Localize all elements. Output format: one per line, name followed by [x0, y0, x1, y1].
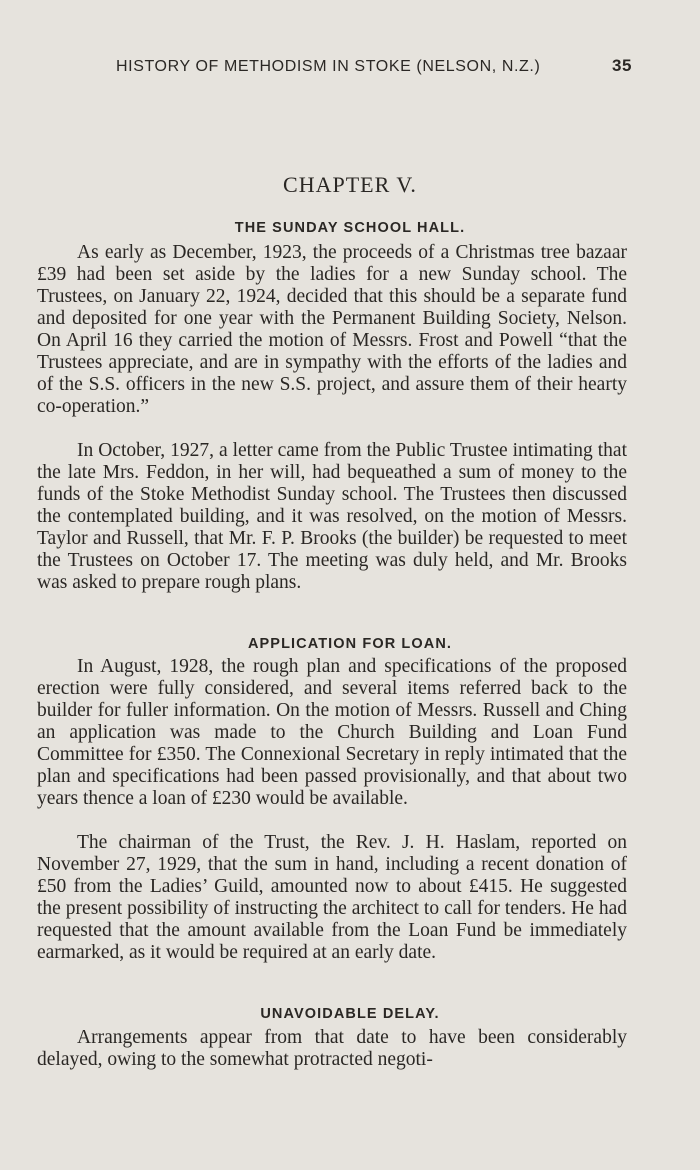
body-paragraph: Arrangements appear from that date to have been considerably delayed, owing to the somewhat protracted negoti-: [37, 1027, 627, 1070]
section-heading: THE SUNDAY SCHOOL HALL.: [234, 220, 466, 236]
body-paragraph: The chairman of the Trust, the Rev. J. H. Haslam, reported on November 27, 1929, that the sum in hand, including a recent donation of £50 from the Ladies’ Guild, amounted now to about £415. He suggested the present possibility of instructing the architect to call for tenders. He had requested that the amount available from the Loan Fund be immediately earmarked, as it would be required at an early date.: [37, 832, 627, 963]
page-number: 35: [612, 56, 633, 75]
section-heading: UNAVOIDABLE DELAY.: [260, 1006, 440, 1022]
section-heading: APPLICATION FOR LOAN.: [247, 636, 453, 652]
body-paragraph: As early as December, 1923, the proceeds of a Christmas tree bazaar £39 had been set aside by the ladies for a new Sunday school. The Trustees, on January 22, 1924, decided that this should be a separate fund and deposited for one year with the Permanent Building Society, Nelson. On April 16 they carried the motion of Messrs. Frost and Powell “that the Trustees appreciate, and are in sympathy with the efforts of the ladies and of the S.S. officers in the new S.S. project, and assure them of their hearty co-operation.”: [37, 242, 627, 417]
running-header: [0, 56, 700, 80]
body-paragraph: In October, 1927, a letter came from the Public Trustee intimating that the late Mrs. Feddon, in her will, had bequeathed a sum of money to the funds of the Stoke Methodist Sunday school. The Trustees then discussed the contemplated building, and it was resolved, on the motion of Messrs. Taylor and Russell, that Mr. F. P. Brooks (the builder) be requested to meet the Trustees on October 17. The meeting was duly held, and Mr. Brooks was asked to prepare rough plans.: [37, 440, 627, 593]
running-title: HISTORY OF METHODISM IN STOKE (NELSON, N.Z.): [116, 58, 541, 75]
body-paragraph: In August, 1928, the rough plan and specifications of the proposed erection were fully considered, and several items referred back to the builder for fuller information. On the motion of Messrs. Russell and Ching an application was made to the Church Building and Loan Fund Committee for £350. The Connexional Secretary in reply intimated that the plan and specifications had been passed provisionally, and that about two years thence a loan of £230 would be available.: [37, 656, 627, 809]
chapter-title: CHAPTER V.: [283, 172, 417, 197]
